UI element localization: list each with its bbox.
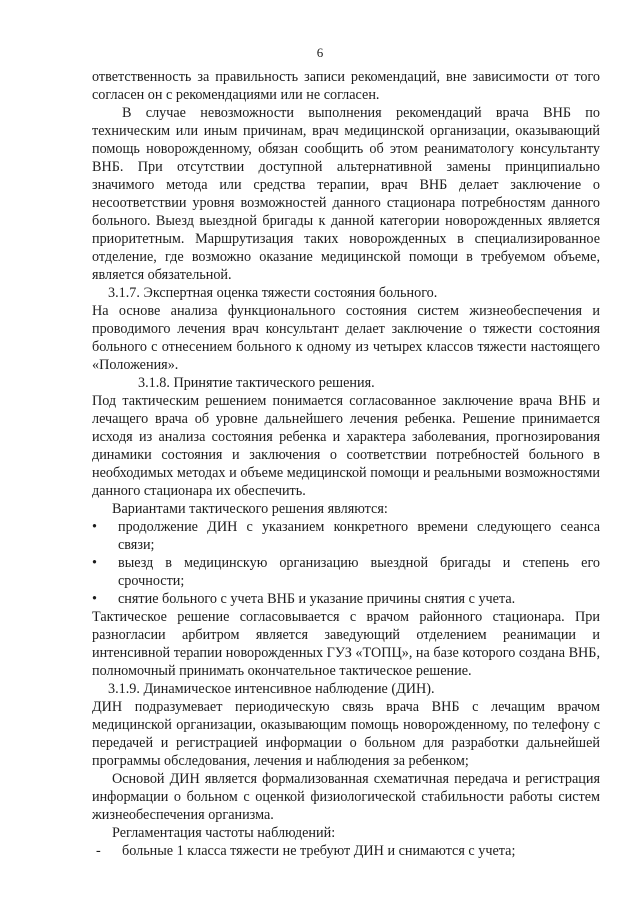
paragraph-agreement: Тактическое решение согласовывается с врачом районного стационара. При разногласии арбитром является заведующий отделением реанимации и интенсивной терапии новорожденных ГУЗ «ТОПЦ», на базе которого создана ВНБ, полномочный принимать окончательное тактическое решение.	[92, 609, 600, 679]
page-number: 6	[316, 45, 324, 60]
bullet-list	[92, 518, 600, 608]
paragraph-variants-intro: Вариантами тактического решения являются:	[112, 501, 388, 517]
list-item: • снятие больного с учета ВНБ и указание причины снятия с учета.	[92, 591, 516, 607]
dash-marker: -	[96, 843, 101, 859]
bullet-marker: •	[92, 555, 97, 571]
paragraph-severity: На основе анализа функционального состояния систем жизнеобеспечения и проводимого лечения врач консультант делает заключение о тяжести состояния больного с отнесением больного к одному из четырех классов тяжести настоящего «Положения».	[92, 303, 600, 373]
paragraph-din-definition: ДИН подразумевает периодическую связь врача ВНБ с лечащим врачом медицинской организации, оказывающим помощь новорожденному, по телефону с передачей и регистрацией информации о больном для разработки дальнейшей программы обследования, лечения и наблюдения за ребенком;	[92, 699, 600, 769]
section-heading-3-1-9: 3.1.9. Динамическое интенсивное наблюдение (ДИН).	[108, 681, 435, 697]
bullet-marker: •	[92, 519, 97, 535]
paragraph-frequency-intro: Регламентация частоты наблюдений:	[112, 825, 336, 841]
paragraph-recommendations: В случае невозможности выполнения рекомендаций врача ВНБ по техническим или иным причинам, врач медицинской организации, оказывающий помощь новорожденному, обязан сообщить об этом реаниматологу консультанту ВНБ. При отсутствии доступной альтернативной замены принципиально значимого метода или средства терапии, врач ВНБ делает заключение о несоответствии уровня возможностей данного стационара потребностям данного больного. Выезд выездной бригады к данной категории новорожденных является приоритетным. Маршрутизация таких новорожденных в специализированное отделение, где возможно оказание медицинской помощи в требуемом объеме, является обязательной.	[92, 105, 600, 283]
document-body	[92, 68, 600, 860]
section-heading-3-1-8: 3.1.8. Принятие тактического решения.	[138, 375, 375, 391]
paragraph-din-basis: Основой ДИН является формализованная схематичная передача и регистрация информации о больном с оценкой физиологической стабильности работы систем жизнеобеспечения организма.	[92, 771, 600, 823]
section-heading-3-1-7: 3.1.7. Экспертная оценка тяжести состояния больного.	[108, 285, 438, 301]
paragraph-tactical-decision: Под тактическим решением понимается согласованное заключение врача ВНБ и лечащего врача об уровне дальнейшего лечения ребенка. Решение принимается исходя из анализа состояния ребенка и характера заболевания, прогнозирования динамики состояния и заключения о соответствии потребностей больного в необходимых методах и объеме медицинской помощи и реальными возможностями данного стационара их обеспечить.	[92, 393, 600, 499]
list-item: • продолжение ДИН с указанием конкретного времени следующего сеанса связи;	[92, 519, 600, 553]
dash-list	[92, 842, 600, 860]
list-item: - больные 1 класса тяжести не требуют ДИН и снимаются с учета;	[96, 843, 516, 859]
bullet-marker: •	[92, 591, 97, 607]
paragraph-continuation: ответственность за правильность записи рекомендаций, вне зависимости от того согласен он с рекомендациями или не согласен.	[92, 69, 600, 103]
list-item: • выезд в медицинскую организацию выездной бригады и степень его срочности;	[92, 555, 600, 589]
